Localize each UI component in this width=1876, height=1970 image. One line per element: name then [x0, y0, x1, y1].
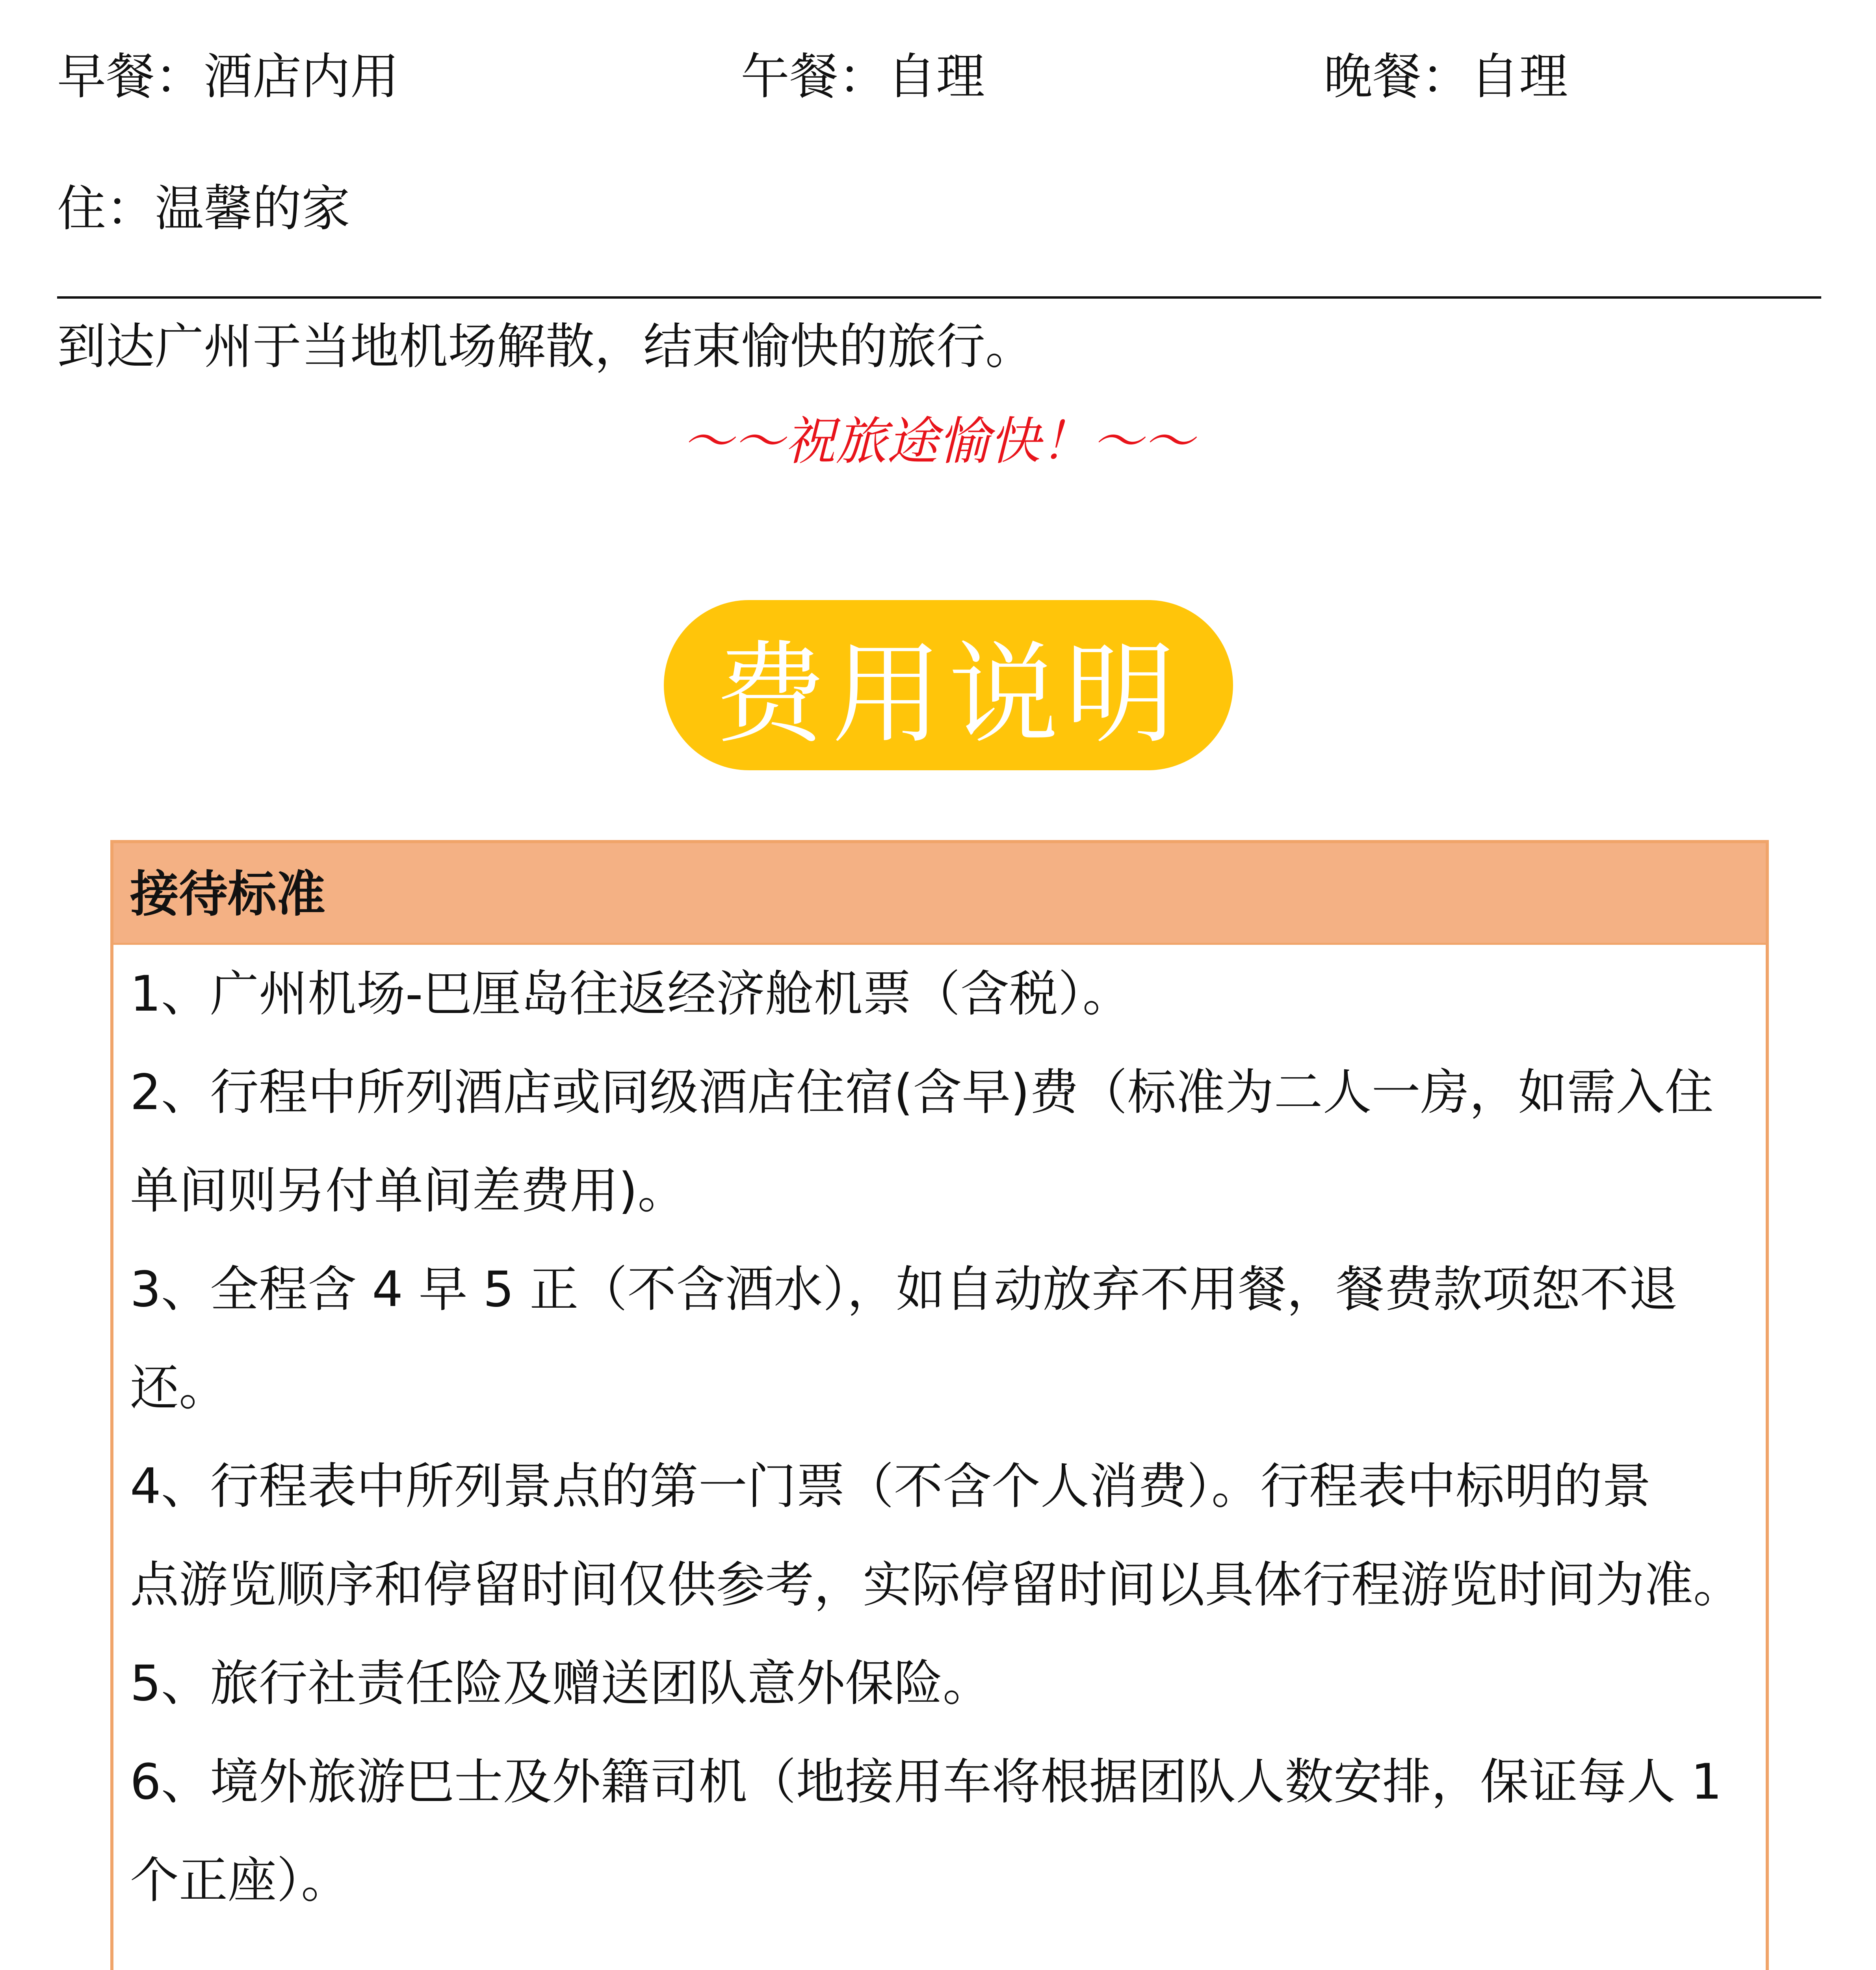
reception-line: 单间则另付单间差费用)。 [130, 1163, 687, 1219]
reception-line: 还。 [130, 1360, 228, 1416]
reception-line: 2、行程中所列酒店或同级酒店住宿(含早)费（标准为二人一房，如需入住 [130, 1064, 1714, 1121]
reception-body-cell [113, 945, 1766, 1970]
reception-line: 点游览顺序和停留时间仅供参考，实际停留时间以具体行程游览时间为准。 [130, 1557, 1742, 1613]
reception-line: 5、旅行社责任险及赠送团队意外保险。 [130, 1655, 992, 1712]
reception-line: 3、全程含 4 早 5 正（不含酒水），如自动放弃不用餐，餐费款项恕不退 [130, 1261, 1678, 1318]
breakfast-text: 早餐：酒店内用 [57, 48, 399, 105]
reception-header: 接待标准 [130, 866, 326, 923]
dinner-text: 晚餐：自理 [1324, 48, 1568, 105]
final-note: 到达广州于当地机场解散，结束愉快的旅行。 [57, 318, 1035, 375]
farewell-text: ～～祝旅途愉快！～～ [682, 411, 1194, 471]
section-title-pill [664, 600, 1233, 770]
divider-line [57, 296, 1821, 299]
reception-line: 个正座）。 [130, 1852, 350, 1909]
lodging-text: 住：温馨的家 [57, 180, 351, 237]
reception-line: 4、行程表中所列景点的第一门票（不含个人消费）。行程表中标明的景 [130, 1458, 1651, 1515]
lunch-text: 午餐：自理 [741, 48, 985, 105]
fee-table [110, 840, 1769, 1970]
section-title: 费用说明 [715, 630, 1182, 759]
reception-line: 1、广州机场-巴厘岛往返经济舱机票（含税）。 [130, 966, 1131, 1022]
meal-row [57, 37, 1830, 116]
reception-header-cell [113, 843, 1766, 945]
reception-line: 6、境外旅游巴士及外籍司机（地接用车将根据团队人数安排，保证每人 1 [130, 1754, 1722, 1810]
